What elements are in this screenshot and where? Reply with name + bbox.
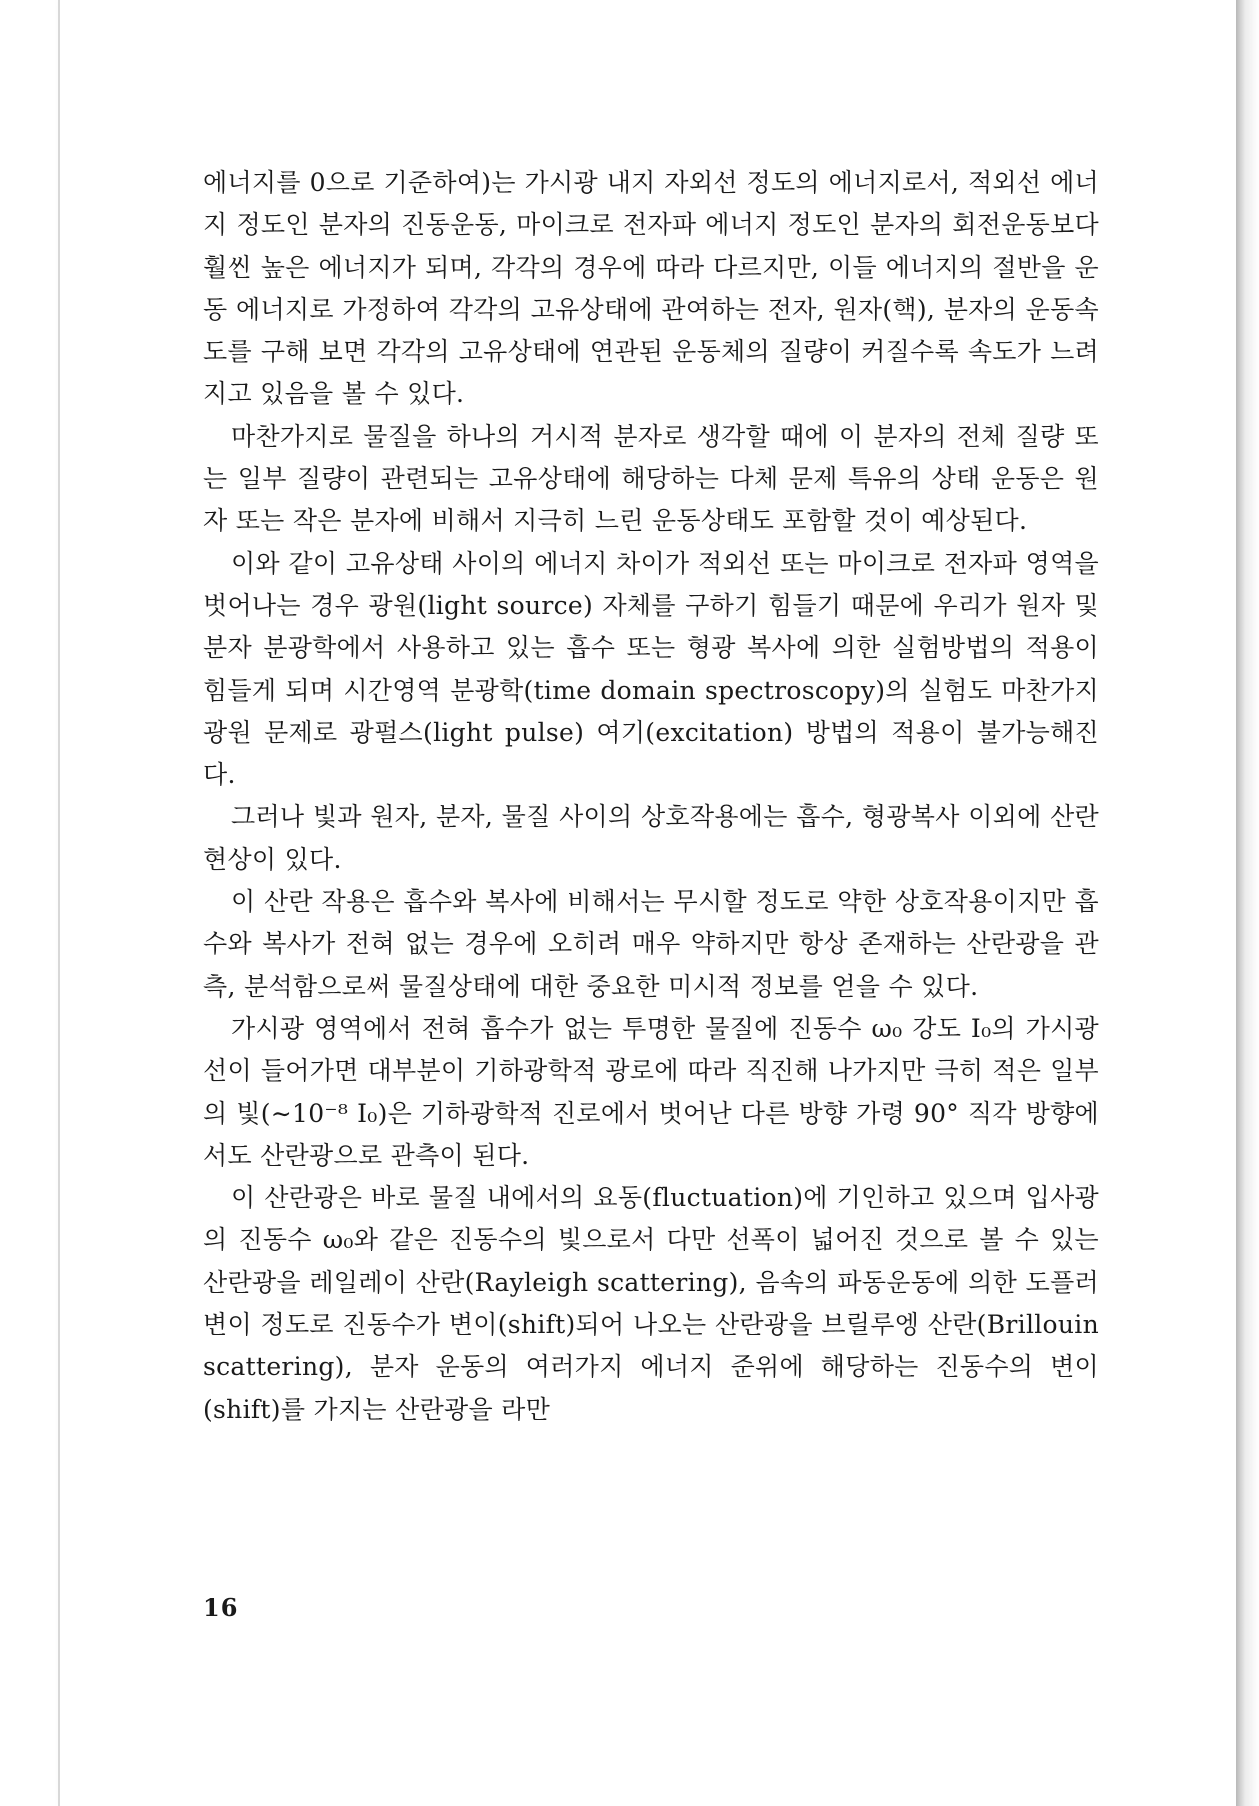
paragraph-6: 가시광 영역에서 전혀 흡수가 없는 투명한 물질에 진동수 ω₀ 강도 I₀의 가시광선이 들어가면 대부분이 기하광학적 광로에 따라 직진해 나가지만 극히 적은 일부의 빛(∼10⁻⁸ I₀)은 기하광학적 진로에서 벗어난 다른 방향 가령 90° 직각 방향에서도 산란광으로 관측이 된다. bbox=[203, 1013, 1099, 1170]
paragraph-2: 마찬가지로 물질을 하나의 거시적 분자로 생각할 때에 이 분자의 전체 질량 또는 일부 질량이 관련되는 고유상태에 해당하는 다체 문제 특유의 상태 운동은 원자 또는 작은 분자에 비해서 지극히 느린 운동상태도 포함할 것이 예상된다. bbox=[203, 421, 1099, 536]
paragraph-3: 이와 같이 고유상태 사이의 에너지 차이가 적외선 또는 마이크로 전자파 영역을 벗어나는 경우 광원(light source) 자체를 구하기 힘들기 때문에 우리가 원자 및 분자 분광학에서 사용하고 있는 흡수 또는 형광 복사에 의한 실험방법의 적용이 힘들게 되며 시간영역 분광학(time domain spectroscopy)의 실험도 마찬가지 광원 문제로 광펄스(light pulse) 여기(excitation) 방법의 적용이 불가능해진다. bbox=[203, 548, 1099, 790]
paragraph-4: 그러나 빛과 원자, 분자, 물질 사이의 상호작용에는 흡수, 형광복사 이외에 산란 현상이 있다. bbox=[203, 802, 1099, 874]
page-edge-shadow bbox=[1236, 0, 1259, 1806]
paragraph-1: 에너지를 0으로 기준하여)는 가시광 내지 자외선 정도의 에너지로서, 적외선 에너지 정도인 분자의 진동운동, 마이크로 전자파 에너지 정도인 분자의 회전운동보다 훨씬 높은 에너지가 되며, 각각의 경우에 따라 다르지만, 이들 에너지의 절반을 운동 에너지로 가정하여 각각의 고유상태에 관여하는 전자, 원자(핵), 분자의 운동속도를 구해 보면 각각의 고유상태에 연관된 운동체의 질량이 커질수록 속도가 느려지고 있음을 볼 수 있다. bbox=[203, 168, 1099, 409]
paragraph-7: 이 산란광은 바로 물질 내에서의 요동(fluctuation)에 기인하고 있으며 입사광의 진동수 ω₀와 같은 진동수의 빛으로서 다만 선폭이 넓어진 것으로 볼 수 있는 산란광을 레일레이 산란(Rayleigh scattering), 음속의 파동운동에 의한 도플러 변이 정도로 진동수가 변이(shift)되어 나오는 산란광을 브릴루엥 산란(Brillouin scattering), 분자 운동의 여러가지 에너지 준위에 해당하는 진동수의 변이(shift)를 가지는 산란광을 라만 bbox=[203, 1183, 1099, 1424]
body-text bbox=[203, 162, 1099, 1431]
paragraph-5: 이 산란 작용은 흡수와 복사에 비해서는 무시할 정도로 약한 상호작용이지만 흡수와 복사가 전혀 없는 경우에 오히려 매우 약하지만 항상 존재하는 산란광을 관측, 분석함으로써 물질상태에 대한 중요한 미시적 정보를 얻을 수 있다. bbox=[203, 887, 1099, 1001]
page-number: 16 bbox=[203, 1593, 239, 1622]
